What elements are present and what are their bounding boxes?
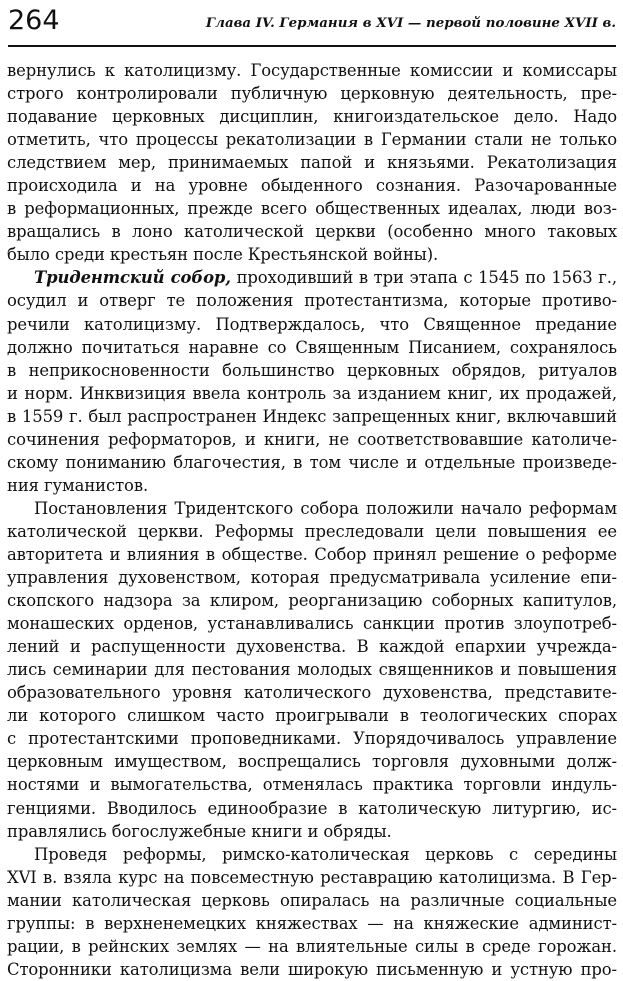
text-line: XVI в. взяла курс на повсеместную реставрацию католицизма. В Гер-	[7, 867, 617, 887]
emphasized-term: Тридентский собор,	[34, 268, 231, 288]
text-line: католической церкви. Реформы преследовали цели повышения ее	[7, 521, 617, 541]
text-line: и норм. Инквизиция ввела контроль за изданием книг, их продажей,	[7, 383, 617, 403]
text-line: Проведя реформы, римско-католическая церковь с середины	[34, 844, 617, 864]
page-number: 264	[8, 5, 60, 36]
page-header	[8, 4, 616, 42]
text-line: вращались в лоно католической церкви (особенно много таковых	[7, 222, 617, 242]
text-line: монашеских орденов, устанавливались санкции против злоупотреб-	[7, 614, 617, 634]
text-line: управления духовенством, которая предусматривала усиление епи-	[7, 568, 617, 588]
text-line: мании католическая церковь опиралась на различные социальные	[7, 890, 617, 910]
text-line: Постановления Тридентского собора положили начало реформам	[34, 498, 617, 518]
text-line: ли которого слишком часто проигрывали в теологических спорах	[7, 706, 617, 726]
text-line: следствием мер, принимаемых папой и князьями. Рекатолизация	[7, 153, 617, 173]
text-line: подавание церковных дисциплин, книгоиздательское дело. Надо	[7, 107, 617, 127]
text-line: строго контролировали публичную церковную деятельность, пре-	[7, 84, 617, 104]
text-line: должно почитаться наравне со Священным Писанием, сохранялось	[7, 337, 617, 357]
text-line: речили католицизму. Подтверждалось, что Священное предание	[7, 314, 617, 334]
text-line: в неприкосновенности большинство церковных обрядов, ритуалов	[7, 360, 617, 380]
text-line: в реформационных, прежде всего общественных идеалах, люди воз-	[7, 199, 617, 219]
text-line: в 1559 г. был распространен Индекс запрещенных книг, включавший	[7, 406, 617, 426]
text-line: церковным имуществом, воспрещались торговля духовными долж-	[7, 752, 617, 772]
text-line: происходила и на уровне обыденного сознания. Разочарованные	[7, 176, 617, 196]
text-line	[7, 266, 617, 289]
text-line: осудил и отверг те положения протестантизма, которые противо-	[7, 291, 617, 311]
text-line: группы: в верхненемецких княжествах — на княжеские админист-	[7, 913, 617, 933]
text-line: лений и распущенности духовенства. В каждой епархии учрежда-	[7, 637, 617, 657]
text-line: отметить, что процессы рекатолизации в Германии стали не только	[7, 130, 617, 150]
text-line: генциями. Вводилось единообразие в католическую литургию, ис-	[7, 798, 617, 818]
text-line: лись семинарии для пестования молодых священников и повышения	[7, 660, 617, 680]
text-line: рации, в рейнских землях — на влиятельные силы в среде горожан.	[7, 936, 617, 956]
header-rule	[8, 45, 616, 47]
text-line: сочинения реформаторов, и книги, не соответствовавшие католиче-	[7, 429, 617, 449]
text-line: ностями и вымогательства, отменялась практика торговли индуль-	[7, 775, 617, 795]
text-line: авторитета и влияния в обществе. Собор принял решение о реформе	[7, 544, 617, 564]
text-line: правлялись богослужебные книги и обряды.	[7, 821, 392, 841]
text-line: с протестантскими проповедниками. Упорядочивалось управление	[7, 729, 617, 749]
text-line: ния гуманистов.	[7, 475, 149, 495]
text-line: вернулись к католицизму. Государственные комиссии и комиссары	[7, 61, 617, 80]
text-line: скопского надзора за клиром, реорганизацию соборных капитулов,	[7, 591, 617, 611]
text-line: образовательного уровня католического духовенства, представите-	[7, 683, 617, 703]
body-text	[7, 59, 617, 981]
text-line: Сторонники католицизма вели широкую письменную и устную про-	[7, 959, 617, 979]
text-line: было среди крестьян после Крестьянской войны).	[7, 245, 439, 265]
text-line: скому пониманию благочестия, в том числе и отдельные произведе-	[7, 452, 617, 472]
running-head: Глава IV. Германия в XVI — первой половине XVII в.	[205, 15, 616, 31]
text-line-rest: проходивший в три этапа с 1545 по 1563 г.,	[236, 268, 617, 288]
